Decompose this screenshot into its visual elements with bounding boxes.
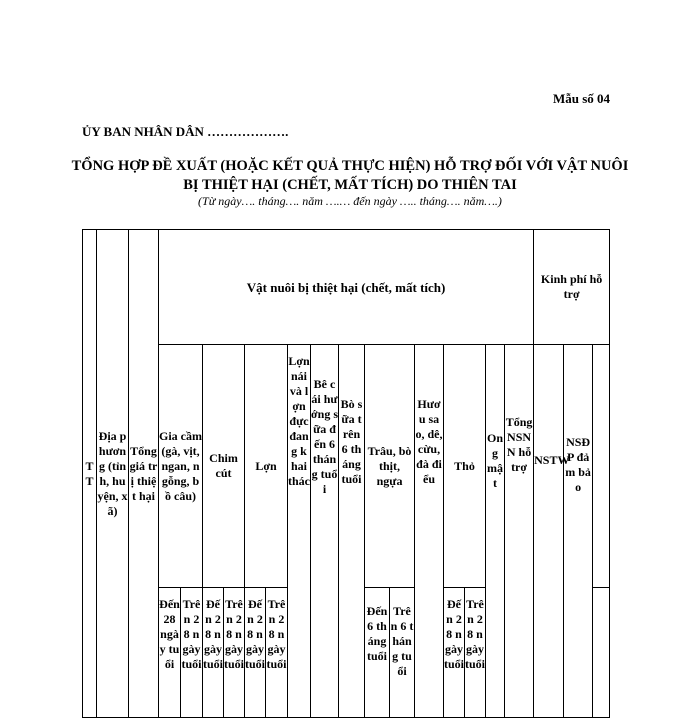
document-title: TỔNG HỢP ĐỀ XUẤT (HOẶC KẾT QUẢ THỰC HIỆN) HỖ TRỢ ĐỐI VỚI VẬT NUÔI BỊ THIỆT HẠI (CHẾT, MẤT TÍCH) DO THIÊN TAI [71, 158, 629, 193]
livestock-damage-table [82, 229, 610, 718]
column-header-honey-bee: Ong mật [486, 345, 505, 718]
column-header-rabbit: Thỏ [444, 345, 486, 588]
column-header-pig: Lợn [245, 345, 288, 588]
group-header-livestock: Vật nuôi bị thiệt hại (chết, mất tích) [159, 230, 534, 345]
column-header-deer-goat-sheep-ostrich: Hươu sao, dê, cừu, đà điểu [415, 345, 444, 718]
cattle-over-6-months: Trên 6 tháng tuổi [390, 588, 415, 718]
column-header-tt: TT [83, 230, 97, 718]
form-number: Mẫu số 04 [553, 91, 611, 106]
column-header-total-state-budget: Tổng NSNN hỗ trợ [505, 345, 534, 718]
column-header-dairy-cow: Bò sữa trên 6 tháng tuổi [339, 345, 365, 718]
column-header-locality: Địa phương (tỉnh, huyện, xã) [97, 230, 129, 718]
document-subtitle: (Từ ngày…. tháng…. năm ….… đến ngày ….. tháng…. năm….) [198, 194, 502, 208]
column-header-sow-boar: Lợn nái và lợn đực đang khai thác [288, 345, 311, 718]
column-header-buffalo-cattle-horse: Trâu, bò thịt, ngựa [365, 345, 415, 588]
quail-over-28-days: Trên 28 ngày tuổi [224, 588, 245, 718]
pig-under-28-days: Đến 28 ngày tuổi [245, 588, 266, 718]
rabbit-under-28-days: Đến 28 ngày tuổi [444, 588, 465, 718]
poultry-under-28-days: Đến 28 ngày tuổi [159, 588, 181, 718]
group-header-funding: Kinh phí hỗ trợ [534, 230, 610, 345]
column-header-central-budget: NSTW [534, 345, 564, 718]
poultry-over-28-days: Trên 28 ngày tuổi [181, 588, 203, 718]
decision-blank-cell [593, 588, 610, 718]
column-header-total-value: Tổng giá trị thiệt hại [129, 230, 159, 718]
quail-under-28-days: Đến 28 ngày tuổi [203, 588, 224, 718]
column-header-local-budget: NSĐP đảm bảo [564, 345, 593, 718]
column-header-quail: Chim cút [203, 345, 245, 588]
committee-name: ỦY BAN NHÂN DÂN ………………. [82, 124, 289, 139]
column-header-dairy-calf: Bê cái hướng sữa đến 6 tháng tuổi [311, 345, 339, 718]
pig-over-28-days: Trên 28 ngày tuổi [266, 588, 288, 718]
rabbit-over-28-days: Trên 28 ngày tuổi [465, 588, 486, 718]
column-header-poultry: Gia cầm (gà, vịt, ngan, ngỗng, bồ câu) [159, 345, 203, 588]
cattle-under-6-months: Đến 6 tháng tuổi [365, 588, 390, 718]
